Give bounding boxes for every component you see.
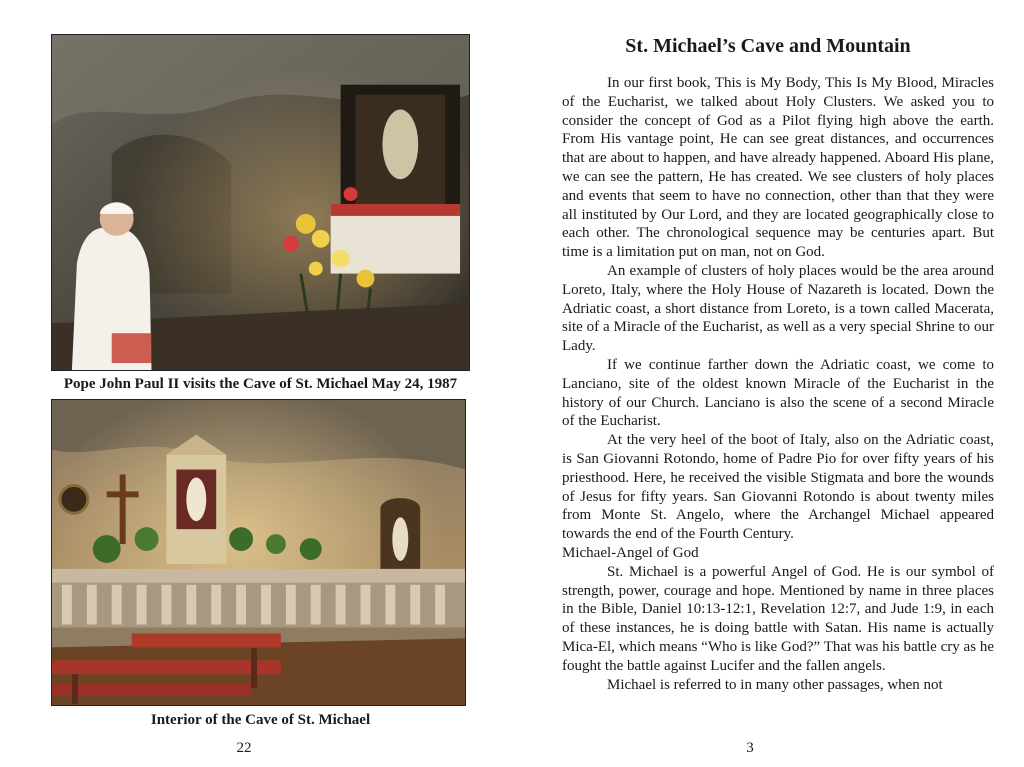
page-number-left: 22: [236, 740, 252, 756]
paragraph: St. Michael is a powerful Angel of God. He is our symbol of strength, power, courage and hope. Mentioned by name in three places in the Bible, Daniel 10:13-12:1, Revelation 12:7, and Jude 1:9, in each of these instances, he is doing battle with Satan. His name is actually Mica-El, which means “Who is like God?” That was his battle cry as he fought the battle against Lucifer and the fallen angels.: [562, 563, 994, 674]
paragraph: At the very heel of the boot of Italy, also on the Adriatic coast, is San Giovanni Rotondo, home of Padre Pio for over fifty years of his priesthood. Here, he received the visible Stigmata and bore the wounds of Jesus for fifty years. San Giovanni Rotondo is about twenty miles from Monte St. Angelo, where the Archangel Michael appeared towards the end of the Fourth Century.: [562, 432, 994, 543]
body-text: [562, 74, 994, 694]
paragraph: Michael is referred to in many other passages, when not: [607, 676, 943, 693]
paragraph: An example of clusters of holy places would be the area around Loreto, Italy, where the Holy House of Nazareth is located. Down the Adriatic coast, a short distance from Loreto, is a town called Macerata, site of a Miracle of the Eucharist, as well as a very special Shrine to our Lady.: [562, 262, 994, 355]
photo-pope-in-cave-image: [52, 35, 469, 370]
photo-cave-interior: [51, 399, 466, 706]
paragraph: In our first book, This is My Body, This Is My Blood, Miracles of the Eucharist, we talked about Holy Clusters. We asked you to consider the concept of God as a Pilot flying high above the earth. From His vantage point, He can see great distances, and occurrences that are about to happen, and have already happened. Aboard His plane, we can see the pattern, He has created. We see clusters of holy places and events that seem to have no connection, other than that they were all instituted by Our Lord, and they are located geographically close to each other. The chronological sequence may be centuries apart. But time is a limitation put on man, not on God.: [562, 75, 994, 261]
photo-cave-interior-image: [52, 400, 465, 705]
paragraph: If we continue farther down the Adriatic coast, we come to Lanciano, site of the oldest known Miracle of the Eucharist in the history of our Church. Lanciano is also the scene of a second Miracle of the Eucharist.: [562, 356, 994, 430]
photo1-caption: Pope John Paul II visits the Cave of St. Michael May 24, 1987: [63, 376, 458, 392]
photo2-caption: Interior of the Cave of St. Michael: [150, 712, 371, 728]
right-page: [512, 0, 1024, 767]
page-title: St. Michael’s Cave and Mountain: [625, 35, 911, 57]
page-number-right: 3: [746, 740, 754, 756]
photo-pope-in-cave: [51, 34, 470, 371]
subheading: Michael-Angel of God: [562, 544, 699, 561]
